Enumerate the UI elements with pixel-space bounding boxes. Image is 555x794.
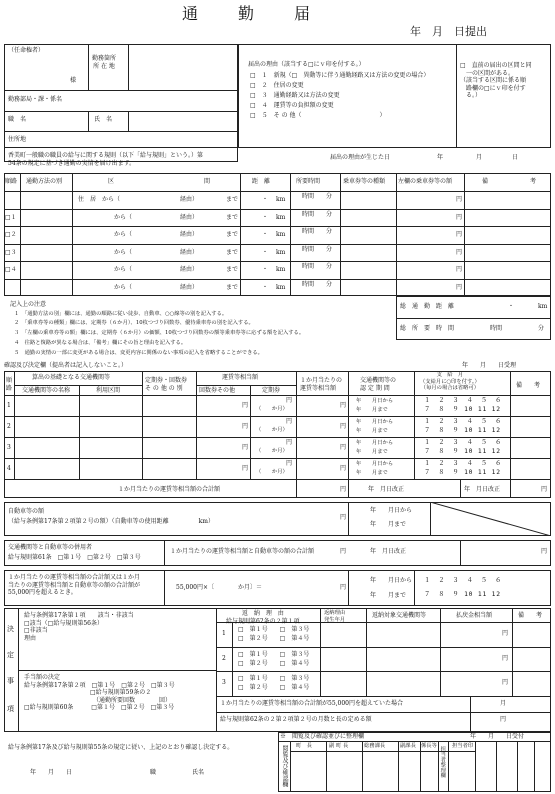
confirm-row-per: （ か月） [256,406,288,412]
over-yen: 円 [340,584,347,591]
footer-date: 年 月 日 [30,769,73,776]
confirm-col-remarks: 備 考 [516,382,541,389]
confirm-row-no: 2 [7,423,11,430]
route-row-dot: ・ [262,213,269,221]
decision-side-2: 定 [7,651,14,659]
return-row-no: 1 [222,630,226,637]
route-row-yen: 円 [456,248,463,256]
vehicle-yen: 円 [340,514,347,521]
reason-item-5[interactable]: □ ５ そ の 他（ ） [250,112,386,119]
reason-title: 届出の理由（該当する□にｖ印を付する。） [248,61,365,68]
note-line-3: ３ 「左欄の乗車券等の額」欄には、定期券（６か月）の価額、10枚つづり回数券の額等乗車券等に応ずる額を記入する。 [14,330,305,336]
reason-item-2[interactable]: □ ２ 住居の変更 [250,82,304,89]
vehicle-to: 年 月まで [370,521,407,528]
route-row-km: km [276,196,286,203]
reason-item-4[interactable]: □ ４ 運賃等の負担額の変更 [250,102,334,109]
route-row-via: 経由） [180,231,199,238]
return-row-a[interactable]: □ 第１号 □ 第３号 [238,626,310,633]
route-row-from: から（ [114,231,133,238]
return-col-reason: 返 納 理 由 給与規則第62条の２第１項 [226,610,300,625]
sama-label: 様 [70,77,77,84]
route-row-yen: 円 [456,213,463,221]
route-row-yen: 円 [456,283,463,291]
confirm-row-yen: 円 [242,423,249,430]
route-row-time: 時間 分 [302,245,333,253]
dept-label: 勤務部局・課・係名 [8,96,63,103]
confirm-title: 確認及び決定欄（提出者は記入しないこと。） [4,362,128,369]
route-row-from: から（ [114,283,133,291]
confirm-col-order: 順 路 [6,377,13,392]
col-section-2: 間 [204,178,211,185]
route-row-to: まで [226,266,239,273]
return-row-b[interactable]: □ 第２号 □ 第４号 [238,684,310,692]
stamp-vice-mayor: 副 町 長 [329,743,349,749]
return-col-amount: 払戻金相当額 [456,612,493,619]
decision-side-4: 項 [7,705,14,713]
return-col-date: 返納理由 発生年月 [324,610,346,623]
confirm-col-fare-coupon: 回数券その他 [199,387,236,394]
confirm-row-to: 年 月まで [356,428,388,434]
confirm-row-from: 年 月日から [356,440,394,446]
route-row-check[interactable]: □２ [5,231,17,238]
confirm-row-from: 年 月日から [356,398,394,404]
note-line-4: ４ 往路と復路が異なる場合は、「備考」欄にその旨と理由を記入する。 [14,340,187,346]
combined-total-label: １か月当たりの運賃等相当額と自動車等の額の合計額 [170,548,315,555]
route-row-via: 経由） [180,266,199,273]
combined-label: 交通機関等と自動車等の併用者 [8,544,93,551]
return-row-a[interactable]: □ 第１号 □ 第３号 [238,650,310,658]
route-row-time: 時間 分 [302,193,333,200]
confirm-row-to: 年 月まで [356,407,388,413]
route-row-to: まで [226,213,239,221]
stamp-staff: 担当者印 [452,743,474,749]
route-row-to: まで [226,231,239,238]
confirm-col-facility: 交通機関等の名称 [22,387,71,394]
vehicle-sub: （給与条例第17条第２項第２号の額）（自動車等の使用距離 km） [8,518,214,525]
col-distance: 距 離 [252,178,271,185]
return-row-yen: 円 [502,679,509,687]
route-row-to: まで [226,283,239,291]
total-distance-dot: ・ [508,303,515,310]
confirm-row-pass: 円 [286,439,293,446]
decision-yen: 円 [500,716,507,723]
route-row-to: まで [226,248,239,256]
confirm-col-section: 利用区間 [96,387,121,394]
stamp-mayor: 町 長 [296,743,312,749]
return-row-yen: 円 [502,630,509,637]
route-row-dot: ・ [262,231,269,238]
route-row-km: km [276,283,286,291]
approval-date: 年 月 日受付 [470,733,525,740]
confirm-row-months-1: １ ２ ３ ４ ５ ６ [424,460,503,467]
route-row-via: 経由） [180,196,199,203]
fact-date-m: 月 [476,154,483,161]
return-row-no: 3 [222,679,226,687]
confirm-col-ticket: 定期券・回数券 そ の 他 の 別 [145,377,188,392]
confirm-row-no: 3 [7,444,11,451]
route-row-check[interactable]: □３ [5,248,17,256]
confirm-row-monthly: 円 [340,423,347,430]
name-label: 氏 名 [94,116,113,123]
footer-statement: 給与条例第17条及び給与規則第55条の規定に従い、上記のとおり確認し決定する。 [8,744,234,751]
combined-revised: 年 月日改正 [370,548,407,555]
combined-yen: 円 [340,548,347,555]
over-months-2: ７ ８ ９ 10 11 12 [424,591,501,598]
route-row-from: から（ [114,213,133,221]
approval-header: ※ 閲覧及び確認並びに整理欄 [280,733,365,740]
col-order: 順路 [5,178,18,185]
confirm-total-yen: 円 [340,486,347,493]
confirm-row-to: 年 月まで [356,449,388,455]
confirm-row-yen: 円 [242,465,249,472]
confirm-row-months-2: ７ ８ ９ 10 11 12 [424,448,501,455]
approval-side: 閲覧及び確認欄 [281,745,288,787]
confirm-row-per: （ か月） [256,427,288,433]
route-row-dot: ・ [262,266,269,273]
confirm-row-yen: 円 [242,444,249,451]
total-time-h: 時間 [490,325,503,332]
post-label: 職 名 [8,116,27,123]
return-col-facility: 返納対象交通機関等 [372,612,427,619]
confirm-revised: 年 月日改正 [368,486,405,493]
submission-date: 年 月 日提出 [410,25,487,38]
reason-item-3[interactable]: □ ３ 通勤経路又は方法の変更 [250,92,340,99]
decision-side-3: 事 [7,677,14,685]
route-row-time: 時間 分 [302,210,333,218]
col-section-1: 区 [108,178,115,185]
route-row-dot: ・ [262,248,269,256]
confirm-row-per: （ か月） [256,469,288,475]
decision-month: 月 [500,700,507,707]
footer-post: 職 [150,769,157,776]
route-row-yen: 円 [456,196,463,203]
route-row-time: 時間 分 [302,280,333,288]
over-to: 年 月まで [370,592,407,599]
over-months-1: １ ２ ３ ４ ５ ６ [424,577,503,584]
col-amount: 左欄の乗車券等の額 [398,178,453,185]
confirm-col-monthly: １か月当たりの 運賃等相当額 [300,377,343,392]
col-ticket: 乗車券等の種類 [343,178,386,185]
confirm-row-months-2: ７ ８ ９ 10 11 12 [424,469,501,476]
route-row-via: 経由） [180,213,199,221]
confirm-row-from: 年 月日から [356,419,394,425]
confirm-total-label: １か月当たりの運賃等相当額の合計額 [118,486,221,493]
stamp-deputy-manager: 副課長 [400,743,416,749]
decision-block1: 給与条例第17条第１項 該当・非該当 □該当（□給与規則第56条） □非該当 理由 [24,612,134,642]
confirm-row-pass: 円 [286,397,293,404]
decision-over-line1: １か月当たりの運賃等相当額の合計額が55,000円を超えていた場合 [220,700,403,707]
route-row-from: から（ [114,248,133,256]
return-row-b[interactable]: □ 第２号 □ 第４号 [238,635,310,642]
vehicle-from: 年 月日から [370,507,413,514]
confirm-row-from: 年 月日から [356,461,394,467]
col-remarks-1: 備 [482,178,489,185]
decision-over-line2: 給与規則第62条の２第２項第２号の月数と長の定める額 [220,716,372,723]
note-line-2: ２ 「乗車券等の種類」欄には、定期券（６か月）、10枚つづり回数券、優待乗車券の別を記入する。 [14,320,254,326]
total-distance-unit: km [538,303,548,310]
confirm-row-monthly: 円 [340,465,347,472]
over-from: 年 月日から [370,577,413,584]
confirm-row-per: （ か月） [256,448,288,454]
return-row-no: 2 [222,654,226,662]
stamp-general-manager: 総務課長 [364,743,386,749]
confirm-row-no: 1 [7,402,11,409]
confirm-row-no: 4 [7,465,11,472]
route-row-dot: ・ [262,196,269,203]
route-row-km: km [276,266,286,273]
total-time-label: 総 所 要 時 間 [400,325,455,332]
address-label: 住所地 [8,136,27,143]
total-time-m: 分 [538,325,545,332]
applicant-box [4,44,238,162]
route-row-dot: ・ [262,283,269,291]
col-remarks-2: 考 [530,178,537,185]
confirm-row-pass: 円 [286,460,293,467]
return-col-remarks: 備 考 [518,612,543,619]
route-row-km: km [276,248,286,256]
fact-date-label: 届出の理由が生じた日 [330,154,391,161]
confirm-row-monthly: 円 [340,444,347,451]
confirm-col-basis: 算出の基礎となる交通機関等 [32,374,111,381]
workplace-label: 勤務箇所 所 在 地 [92,55,117,70]
vehicle-label: 自動車等の額 [8,508,45,515]
confirm-row-months-1: １ ２ ３ ４ ５ ６ [424,439,503,446]
route-row-from: から（ [114,266,133,273]
col-method: 通勤方法の別 [26,178,63,185]
route-row-from: 住 居 から（ [78,196,121,203]
note-line-1: １ 「通勤方法の別」欄には、通勤の順路に従い徒歩、自動車、○○線等の別を記入する。 [14,311,228,317]
confirm-row-months-2: ７ ８ ９ 10 11 12 [424,406,501,413]
reason-side-note: □ 直前の届出の区間と同 一の区間がある。 （該当する区間に係る順 路欄の□にｖ印を付す る。） [460,62,532,99]
fact-date-y: 年 [437,154,444,161]
confirm-row-monthly: 円 [340,402,347,409]
confirm-row-yen: 円 [242,402,249,409]
route-row-yen: 円 [456,231,463,238]
confirm-yen2: 円 [541,486,548,493]
appointer-label: （任命権者） [8,47,45,54]
route-row-km: km [276,213,286,221]
combined-yen2: 円 [541,548,548,555]
route-row-via: 経由） [180,283,199,291]
return-row-yen: 円 [502,654,509,662]
route-row-via: 経由） [180,248,199,256]
footer-name: 氏名 [192,769,205,776]
confirm-col-period: 交通機関等の 認 定 期 間 [360,377,397,392]
confirm-col-payment: 支 給 月 （支給月に○印を付す。） （毎月の場合は省略可） [420,372,480,392]
route-row-check[interactable]: □４ [5,266,17,273]
decision-block2: 手当額の決定 給与条例第17条第２項 □第１号 □第２号 □第３号 □給与規則第59条の２ （通勤所要回数 回） □給与規則第60条 □第１号 □第２号 □第３号 [24,674,175,711]
confirm-row-pass: 円 [286,418,293,425]
return-row-b[interactable]: □ 第２号 □ 第４号 [238,659,310,667]
total-distance-label: 総 通 勤 距 離 [400,303,455,310]
notes-title: 記入上の注意 [10,301,47,308]
return-row-a[interactable]: □ 第１号 □ 第３号 [238,675,310,683]
decision-side-1: 決 [7,625,14,633]
fact-date-d: 日 [512,154,519,161]
confirm-revised2: 年 月日改正 [464,486,501,493]
confirm-received: 年 月 日受理 [462,362,517,369]
approval-side2: 担当者整理欄 [439,746,446,778]
confirm-row-months-1: １ ２ ３ ４ ５ ６ [424,397,503,404]
confirm-row-months-1: １ ２ ３ ４ ５ ６ [424,418,503,425]
combined-sub: 給与規則第61条 □第１号 □第２号 □第３号 [8,554,141,561]
stamp-chief: 係長等 [421,743,437,749]
reason-item-1[interactable]: □ １ 新規（□ 異動等に伴う通勤経路又は方法の変更の場合） [250,72,430,79]
statement-text: 香美町一般職の職員の給与に関する規則（以下「給与規則」という。）第 54条の規定に基づき通勤の実情を届け出ます。 [8,152,204,167]
route-row-yen: 円 [456,266,463,273]
form-title: 通勤届 [182,4,351,23]
note-line-5: ５ 通勤の実情の一部に変更がある場合は、変更内容に関係のない事項の記入を省略することができる。 [14,350,263,356]
route-row-check[interactable]: □１ [5,213,17,221]
confirm-row-to: 年 月まで [356,470,388,476]
confirm-row-months-2: ７ ８ ９ 10 11 12 [424,427,501,434]
over-text: １か月当たりの運賃等相当額の合計額又は１か月 当たりの運賃等相当額と自動車等の額の合計額が 55,000円を超えるとき。 [8,574,141,596]
route-row-time: 時間 分 [302,228,333,235]
over-formula: 55,000円×〔 か月〕＝ [176,584,263,591]
vehicle-diagonal [430,502,551,536]
route-row-time: 時間 分 [302,263,333,270]
col-time: 所要時間 [296,178,321,185]
confirm-col-fare-pass: 定期券 [262,387,281,394]
route-row-km: km [276,231,286,238]
route-row-to: まで [226,196,239,203]
confirm-col-fare: 運賃等相当額 [222,374,259,381]
